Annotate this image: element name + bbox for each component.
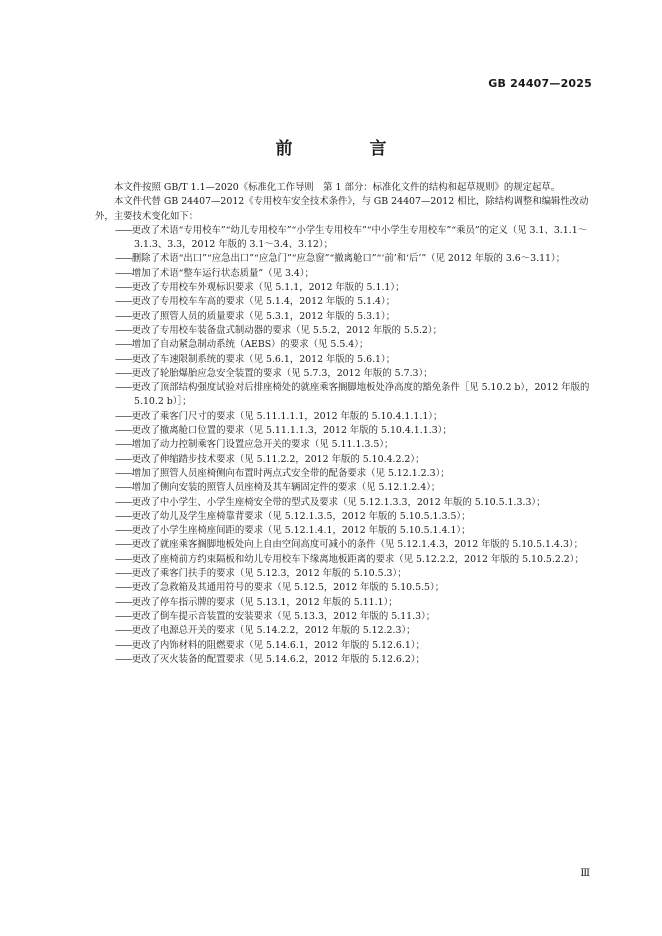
change-item-text: 更改了照管人员的质量要求（见 5.3.1，2012 年版的 5.3.1）； (131, 310, 396, 322)
change-item-text: 更改了电源总开关的要求（见 5.14.2.2，2012 年版的 5.12.2.3）； (131, 625, 416, 637)
change-item-text: 更改了就座乘客搁脚地板处向上自由空间高度可减小的条件（见 5.12.1.4.3，2012 年版的 5.10.5.1.4.3）； (131, 539, 583, 551)
change-list-item (95, 596, 595, 610)
change-item-text: 更改了灭火装备的配置要求（见 5.14.6.2，2012 年版的 5.12.6.2）； (131, 653, 425, 665)
change-list-item (95, 224, 595, 253)
change-item-text: 更改了专用校车车高的要求（见 5.1.4，2012 年版的 5.1.4）； (131, 296, 396, 308)
change-item-text: 更改了急救箱及其通用符号的要求（见 5.12.5，2012 年版的 5.10.5.5）； (131, 582, 445, 594)
change-item-text: 更改了倒车提示音装置的安装要求（见 5.13.3，2012 年版的 5.11.3）； (131, 610, 436, 622)
list-dash: —— (115, 539, 132, 551)
change-list-item (95, 653, 595, 667)
change-item-text: 更改了停车指示牌的要求（见 5.13.1，2012 年版的 5.11.1）； (131, 596, 398, 608)
list-dash: —— (115, 282, 132, 294)
change-item-text: 删除了术语“出口”“应急出口”“应急门”“应急窗”“撤离舱口”“‘前’和‘后’”（见 2012 年版的 3.6～3.11）； (131, 253, 566, 265)
change-item-text: 更改了专用校车外观标识要求（见 5.1.1，2012 年版的 5.1.1）； (131, 282, 405, 294)
change-list-item (95, 381, 595, 410)
change-item-text: 更改了车速限制系统的要求（见 5.6.1，2012 年版的 5.6.1）； (131, 353, 396, 365)
change-list-item (95, 610, 595, 624)
list-dash: —— (115, 596, 132, 608)
change-list-item (95, 567, 595, 581)
change-item-text: 更改了乘客门扶手的要求（见 5.12.3，2012 年版的 5.10.5.3）； (131, 568, 407, 580)
list-dash: —— (115, 610, 132, 622)
list-dash: —— (115, 296, 132, 308)
change-item-text: 增加了照管人员座椅侧向布置时两点式安全带的配备要求（见 5.12.1.2.3）； (131, 467, 450, 479)
change-list-item (95, 281, 595, 295)
standard-code: GB 24407—2025 (488, 77, 592, 90)
change-list-item (95, 267, 595, 281)
list-dash: —— (115, 410, 132, 422)
change-item-text: 更改了术语“专用校车”“幼儿专用校车”“小学生专用校车”“中小学生专用校车”“乘员”的定义（见 3.1、3.1.1～3.1.3、3.3，2012 年版的 3.1～3.4、3.12）； (131, 224, 588, 251)
list-dash: —— (115, 425, 132, 437)
list-dash: —— (115, 553, 132, 565)
change-list-item (95, 324, 595, 338)
change-list-item (95, 295, 595, 309)
list-dash: —— (115, 367, 132, 379)
change-item-text: 更改了座椅前方约束隔板和幼儿专用校车下缘离地板距离的要求（见 5.12.2.2，2012 年版的 5.10.5.2.2）； (131, 553, 584, 565)
list-dash: —— (115, 453, 132, 465)
list-dash: —— (115, 582, 132, 594)
list-dash: —— (115, 310, 132, 322)
change-list-item (95, 538, 595, 552)
change-list-item (95, 581, 595, 595)
list-dash: —— (115, 510, 132, 522)
list-dash: —— (115, 525, 132, 537)
change-list-item (95, 367, 595, 381)
list-dash: —— (115, 639, 132, 651)
change-item-text: 更改了幼儿及学生座椅靠背要求（见 5.12.1.3.5，2012 年版的 5.10.5.1.3.5）； (131, 510, 471, 522)
change-list-item (95, 467, 595, 481)
change-item-text: 增加了侧向安装的照管人员座椅及其车辆固定件的要求（见 5.12.1.2.4）； (131, 482, 441, 494)
change-list-item (95, 353, 595, 367)
list-dash: —— (115, 568, 132, 580)
change-list-item (95, 410, 595, 424)
page-title: 前 言 (275, 139, 417, 159)
change-item-text: 更改了专用校车装备盘式制动器的要求（见 5.5.2，2012 年版的 5.5.2）； (131, 324, 442, 336)
change-item-text: 增加了术语“整车运行状态质量”（见 3.4）； (131, 267, 314, 279)
list-dash: —— (115, 625, 132, 637)
change-list (95, 224, 595, 667)
list-dash: —— (115, 339, 132, 351)
list-dash: —— (115, 224, 132, 236)
change-list-item (95, 438, 595, 452)
list-dash: —— (115, 253, 132, 265)
change-item-text: 更改了乘客门尺寸的要求（见 5.11.1.1.1，2012 年版的 5.10.4.1.1.1）； (131, 410, 443, 422)
change-list-item (95, 639, 595, 653)
change-item-text: 更改了轮胎爆胎应急安全装置的要求（见 5.7.3，2012 年版的 5.7.3）； (131, 367, 433, 379)
intro-paragraph: 本文件代替 GB 24407—2012《专用校车安全技术条件》，与 GB 24407—2012 相比，除结构调整和编辑性改动外，主要技术变化如下： (95, 196, 589, 222)
list-dash: —— (115, 382, 132, 394)
list-dash: —— (115, 439, 132, 451)
list-dash: —— (115, 482, 132, 494)
change-list-item (95, 496, 595, 510)
list-dash: —— (115, 324, 132, 336)
change-item-text: 更改了内饰材料的阻燃要求（见 5.14.6.1，2012 年版的 5.12.6.1）； (131, 639, 425, 651)
change-list-item (95, 524, 595, 538)
change-list-item (95, 252, 595, 266)
change-item-text: 增加了自动紧急制动系统（AEBS）的要求（见 5.5.4）； (131, 339, 369, 351)
change-item-text: 更改了小学生座椅座间距的要求（见 5.12.1.4.1，2012 年版的 5.10.5.1.4.1）； (131, 525, 471, 537)
change-list-item (95, 624, 595, 638)
change-list-item (95, 338, 595, 352)
change-list-item (95, 453, 595, 467)
change-list-item (95, 310, 595, 324)
list-dash: —— (115, 353, 132, 365)
foreword-body (95, 181, 595, 667)
change-list-item (95, 553, 595, 567)
change-item-text: 更改了中小学生、小学生座椅安全带的型式及要求（见 5.12.1.3.3，2012 年版的 5.10.5.1.3.3）； (131, 496, 546, 508)
change-item-text: 更改了撤离舱口位置的要求（见 5.11.1.1.3，2012 年版的 5.10.4.1.1.3）； (131, 425, 452, 437)
change-item-text: 更改了伸缩踏步技术要求（见 5.11.2.2，2012 年版的 5.10.4.2.2）； (131, 453, 425, 465)
change-list-item (95, 424, 595, 438)
change-list-item (95, 481, 595, 495)
change-item-text: 更改了顶部结构强度试验对后排座椅处的就座乘客搁脚地板处净高度的豁免条件［见 5.10.2 b），2012 年版的 5.10.2 b）］； (131, 382, 590, 408)
list-dash: —— (115, 653, 132, 665)
list-dash: —— (115, 267, 132, 279)
list-dash: —— (115, 467, 132, 479)
page-number: Ⅲ (580, 868, 590, 879)
change-list-item (95, 510, 595, 524)
intro-paragraph: 本文件按照 GB/T 1.1—2020《标准化工作导则 第 1 部分：标准化文件的结构和起草规则》的规定起草。 (114, 182, 561, 193)
change-item-text: 增加了动力控制乘客门设置应急开关的要求（见 5.11.1.3.5）； (131, 439, 394, 451)
list-dash: —— (115, 496, 132, 508)
